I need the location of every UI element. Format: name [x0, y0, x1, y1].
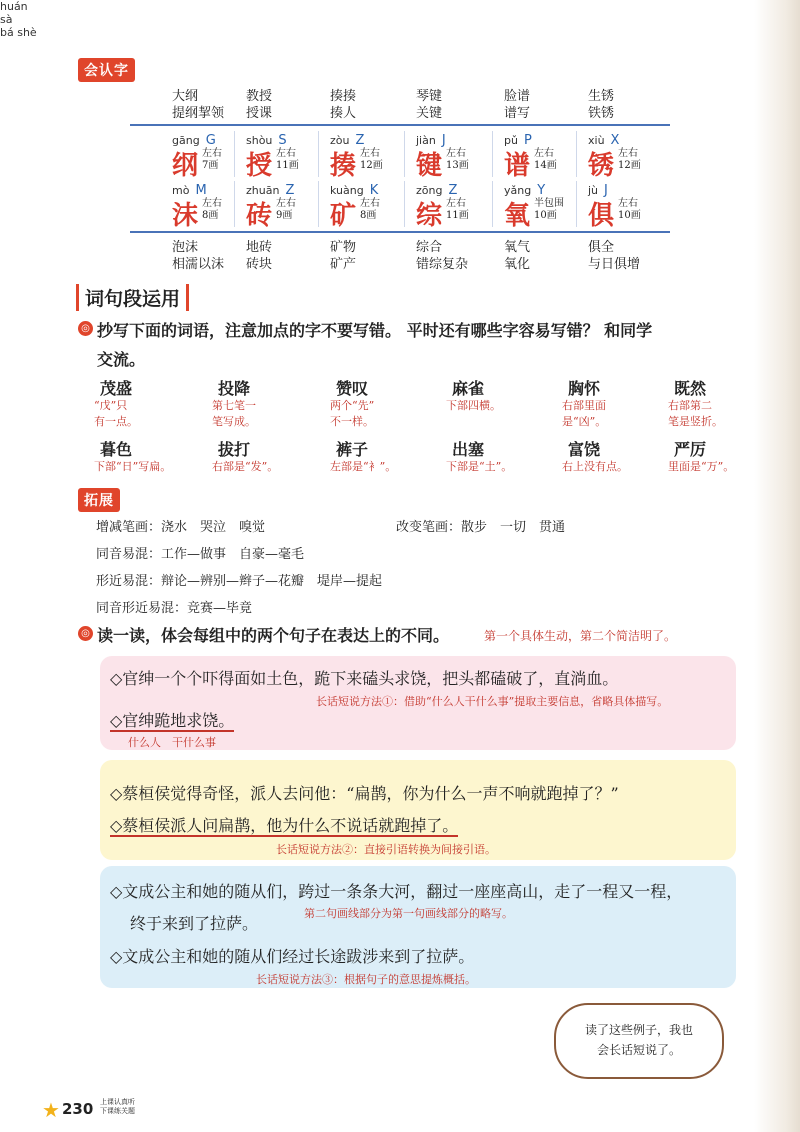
- column-divider: [404, 181, 405, 227]
- char-structure: 左右 10画: [618, 198, 641, 221]
- copy-word-note: 下部四横。: [446, 399, 501, 412]
- group1-sentence-1: ◇官绅一个个吓得面如土色，跪下来磕头求饶，把头都磕破了，直淌血。: [110, 669, 619, 688]
- speech-bubble-text: 读了这些例子，我也 会长话短说了。: [584, 1023, 693, 1057]
- column-divider: [404, 131, 405, 177]
- group3-method: 长话短说方法③：根据句子的意思提炼概括。: [256, 973, 476, 986]
- copy-word: 裤子: [336, 440, 369, 459]
- tag-recognize: 会认字: [78, 58, 135, 82]
- vocab-bottom-3: 综合 错综复杂: [416, 240, 469, 272]
- copy-word: 拔打: [218, 440, 251, 459]
- group2-sentence-1: ◇蔡桓侯觉得奇怪，派人去问他：“扁鹊，你为什么一声不响就跑掉了？”: [110, 784, 619, 803]
- group3-note: 第二句画线部分为第一句画线部分的略写。: [304, 907, 513, 920]
- divider-bottom: [130, 231, 670, 233]
- group1-method: 长话短说方法①：借助“什么人干什么事”提取主要信息，省略具体描写。: [316, 695, 669, 708]
- column-divider: [318, 131, 319, 177]
- char-pinyin: zhuān Z: [246, 183, 295, 198]
- copy-word: 胸怀: [568, 379, 601, 398]
- char-pinyin: pǔ P: [504, 133, 532, 148]
- copy-word: 富饶: [568, 440, 601, 459]
- copy-word-note: 第七笔一 笔写成。: [212, 399, 256, 428]
- question-2-note: 第一个具体生动，第二个简洁明了。: [484, 629, 677, 643]
- tag-extend: 拓展: [78, 488, 120, 512]
- copy-word-note: 两个“先” 不一样。: [330, 399, 375, 428]
- vocab-top-2: 揍揍 揍人: [330, 89, 357, 121]
- copy-word: 赞叹: [336, 379, 369, 398]
- vocab-top-4: 脸谱 谱写: [504, 89, 531, 121]
- column-divider: [234, 131, 235, 177]
- vocab-top-3: 琴键 关键: [416, 89, 443, 121]
- copy-word-note: 左部是“衤”。: [330, 460, 397, 473]
- copy-word-note: “戊”只 有一点。: [94, 399, 138, 428]
- column-divider: [576, 131, 577, 177]
- star-icon: ★: [42, 1098, 60, 1122]
- char-pinyin: mò M: [172, 183, 207, 198]
- char-structure: 左右 8画: [202, 198, 222, 221]
- char-glyph: 砖: [246, 201, 273, 231]
- group3-ruby-bashe: bá shè: [0, 26, 37, 39]
- char-structure: 左右 12画: [360, 148, 383, 171]
- group3-sentence-2: ◇文成公主和她的随从们经过长途跋涉来到了拉萨。: [110, 947, 475, 966]
- copy-word: 投降: [218, 379, 251, 398]
- speech-bubble: [554, 1003, 724, 1079]
- question-1-line1: 抄写下面的词语，注意加点的字不要写错。 平时还有哪些字容易写错？ 和同学: [97, 321, 653, 340]
- group2-method: 长话短说方法②：直接引语转换为间接引语。: [276, 843, 496, 856]
- copy-word-note: 右部第二 笔是竖折。: [668, 399, 723, 428]
- char-pinyin: yǎng Y: [504, 183, 546, 198]
- vocab-top-0: 大纲 提纲挈领: [172, 89, 225, 121]
- question-icon: ◎: [78, 321, 93, 336]
- char-structure: 左右 11画: [446, 198, 469, 221]
- vocab-bottom-1: 地砖 砖块: [246, 240, 273, 272]
- char-pinyin: gāng G: [172, 133, 216, 148]
- copy-word-note: 下部是“土”。: [446, 460, 513, 473]
- column-divider: [318, 181, 319, 227]
- char-structure: 左右 12画: [618, 148, 641, 171]
- char-glyph: 纲: [172, 151, 199, 181]
- char-pinyin: jiàn J: [416, 133, 446, 148]
- char-pinyin: xiù X: [588, 133, 620, 148]
- group3-ruby-sa: sà: [0, 13, 13, 26]
- group2-sentence-2: [110, 813, 458, 836]
- copy-word: 茂盛: [100, 379, 133, 398]
- vocab-top-1: 教授 授课: [246, 89, 273, 121]
- copy-word: 麻雀: [452, 379, 485, 398]
- char-glyph: 谱: [504, 151, 531, 181]
- extend-line-1: 增减笔画：浇水 哭泣 嗅觉: [96, 520, 266, 535]
- column-divider: [492, 181, 493, 227]
- extend-line-5: 同音形近易混：竞赛—毕竟: [96, 601, 253, 616]
- group1-sentence-2-text: ◇官绅跪地求饶。: [110, 711, 235, 730]
- group2-sentence-2-text: ◇蔡桓侯派人问扁鹊，他为什么不说话就跑掉了。: [110, 816, 459, 835]
- char-structure: 左右 11画: [276, 148, 299, 171]
- divider-top: [130, 124, 670, 126]
- char-glyph: 键: [416, 151, 443, 181]
- vocab-bottom-0: 泡沫 相濡以沫: [172, 240, 225, 272]
- char-pinyin: kuàng K: [330, 183, 379, 198]
- group1-sentence-2: [110, 708, 234, 731]
- group3-sentence-1a: ◇文成公主和她的随从们，跨过一条条大河，翻过一座座高山，走了一程又一程，: [110, 882, 683, 901]
- question-icon-2: ◎: [78, 626, 93, 641]
- char-structure: 左右 8画: [360, 198, 380, 221]
- copy-word: 既然: [674, 379, 707, 398]
- copy-word-note: 右上没有点。: [562, 460, 628, 473]
- copy-word-note: 右部里面 是“凶”。: [562, 399, 607, 428]
- footer-slogan: 上课认真听 下课练关题: [100, 1098, 135, 1115]
- extend-line-4: 形近易混：辩论—辨别—辫子—花瓣 堤岸—提起: [96, 574, 383, 589]
- char-glyph: 综: [416, 201, 443, 231]
- vocab-bottom-5: 俱全 与日俱增: [588, 240, 641, 272]
- char-structure: 左右 13画: [446, 148, 469, 171]
- char-pinyin: jù J: [588, 183, 608, 198]
- group3-sentence-1b: 终于来到了拉萨。: [130, 914, 259, 933]
- section-title: 词句段运用: [76, 284, 189, 311]
- char-pinyin: shòu S: [246, 133, 287, 148]
- char-structure: 半包围 10画: [534, 198, 564, 221]
- vocab-bottom-4: 氧气 氧化: [504, 240, 531, 272]
- char-glyph: 揍: [330, 151, 357, 181]
- char-glyph: 沫: [172, 201, 199, 231]
- vocab-top-5: 生锈 铁锈: [588, 89, 615, 121]
- char-structure: 左右 7画: [202, 148, 222, 171]
- copy-word-note: 里面是“万”。: [668, 460, 735, 473]
- char-pinyin: zòu Z: [330, 133, 365, 148]
- question-1-line2: 交流。: [97, 350, 146, 369]
- group1-label: 什么人 干什么事: [128, 736, 216, 749]
- column-divider: [576, 181, 577, 227]
- column-divider: [492, 131, 493, 177]
- char-glyph: 矿: [330, 201, 357, 231]
- copy-word-note: 右部是“发”。: [212, 460, 279, 473]
- copy-word: 暮色: [100, 440, 133, 459]
- vocab-bottom-2: 矿物 矿产: [330, 240, 357, 272]
- question-2: 读一读，体会每组中的两个句子在表达上的不同。: [97, 626, 450, 645]
- char-structure: 左右 14画: [534, 148, 557, 171]
- char-pinyin: zōng Z: [416, 183, 458, 198]
- column-divider: [234, 181, 235, 227]
- group2-ruby: huán: [0, 0, 28, 13]
- char-glyph: 锈: [588, 151, 615, 181]
- char-structure: 左右 9画: [276, 198, 296, 221]
- extend-line-2: 改变笔画：散步 一切 贯通: [396, 520, 566, 535]
- copy-word-note: 下部“日”写扁。: [94, 460, 172, 473]
- char-glyph: 授: [246, 151, 273, 181]
- copy-word: 严厉: [674, 440, 707, 459]
- page-edge-shadow: [754, 0, 800, 1132]
- char-glyph: 俱: [588, 201, 615, 231]
- copy-word: 出塞: [452, 440, 485, 459]
- char-glyph: 氧: [504, 201, 531, 231]
- page-number: 230: [62, 1100, 94, 1118]
- extend-line-3: 同音易混：工作—做事 自豪—毫毛: [96, 547, 305, 562]
